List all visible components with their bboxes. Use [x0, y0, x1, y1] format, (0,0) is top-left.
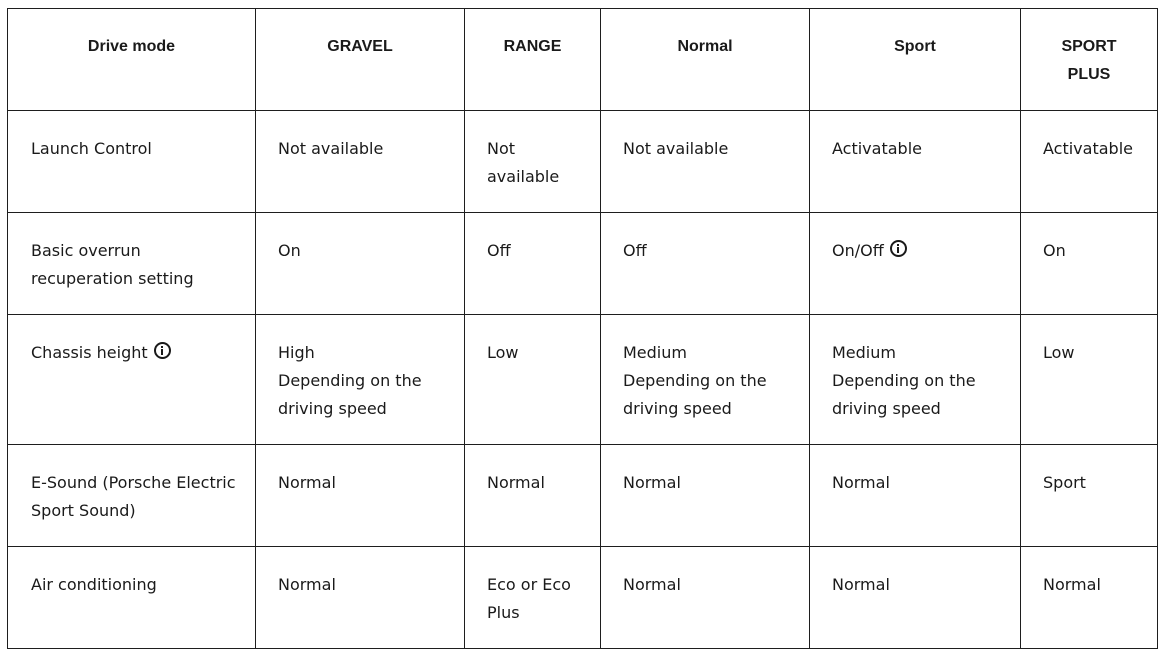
cell-line: Depending on the driving speed [278, 371, 422, 418]
header-row [8, 9, 1158, 111]
row-label-launch-control: Launch Control [8, 111, 256, 213]
row-label-e-sound: E-Sound (Porsche Electric Sport Sound) [8, 445, 256, 547]
drive-mode-table [7, 8, 1158, 649]
header-gravel: GRAVEL [256, 9, 465, 111]
cell-line: Medium [832, 343, 896, 362]
cell-range: Eco or Eco Plus [465, 547, 601, 649]
cell-range: Off [465, 213, 601, 315]
cell-line: Depending on the driving speed [832, 371, 976, 418]
cell-sport-plus: On [1021, 213, 1158, 315]
cell-gravel: Not available [256, 111, 465, 213]
cell-sport: Normal [810, 547, 1021, 649]
row-label-text: Chassis height [31, 343, 148, 362]
header-normal: Normal [601, 9, 810, 111]
cell-normal: Normal [601, 547, 810, 649]
table-row [8, 445, 1158, 547]
table-row [8, 111, 1158, 213]
cell-sport-plus: Normal [1021, 547, 1158, 649]
cell-line: High [278, 343, 315, 362]
cell-sport: Activatable [810, 111, 1021, 213]
cell-sport-plus: Sport [1021, 445, 1158, 547]
cell-gravel [256, 315, 465, 445]
cell-gravel: Normal [256, 547, 465, 649]
row-label-recuperation: Basic overrun recuperation setting [8, 213, 256, 315]
cell-sport-text: On/Off [832, 241, 884, 260]
header-sport: Sport [810, 9, 1021, 111]
cell-sport: Normal [810, 445, 1021, 547]
cell-range: Normal [465, 445, 601, 547]
info-icon[interactable] [154, 342, 171, 359]
cell-sport [810, 213, 1021, 315]
header-range: RANGE [465, 9, 601, 111]
cell-normal: Not available [601, 111, 810, 213]
cell-gravel: Normal [256, 445, 465, 547]
table-row [8, 315, 1158, 445]
header-sport-plus: SPORT PLUS [1021, 9, 1158, 111]
cell-line: Low [1043, 343, 1075, 362]
cell-normal: Off [601, 213, 810, 315]
cell-sport-plus: Activatable [1021, 111, 1158, 213]
row-label-air-conditioning: Air conditioning [8, 547, 256, 649]
table-row [8, 547, 1158, 649]
cell-normal: Normal [601, 445, 810, 547]
info-icon[interactable] [890, 240, 907, 257]
cell-sport-plus [1021, 315, 1158, 445]
cell-line: Low [487, 343, 519, 362]
table-row [8, 213, 1158, 315]
cell-line: Depending on the driving speed [623, 371, 767, 418]
row-label-chassis-height [8, 315, 256, 445]
cell-range: Not available [465, 111, 601, 213]
cell-gravel: On [256, 213, 465, 315]
cell-range [465, 315, 601, 445]
header-drive-mode: Drive mode [8, 9, 256, 111]
cell-line: Medium [623, 343, 687, 362]
cell-sport [810, 315, 1021, 445]
cell-normal [601, 315, 810, 445]
